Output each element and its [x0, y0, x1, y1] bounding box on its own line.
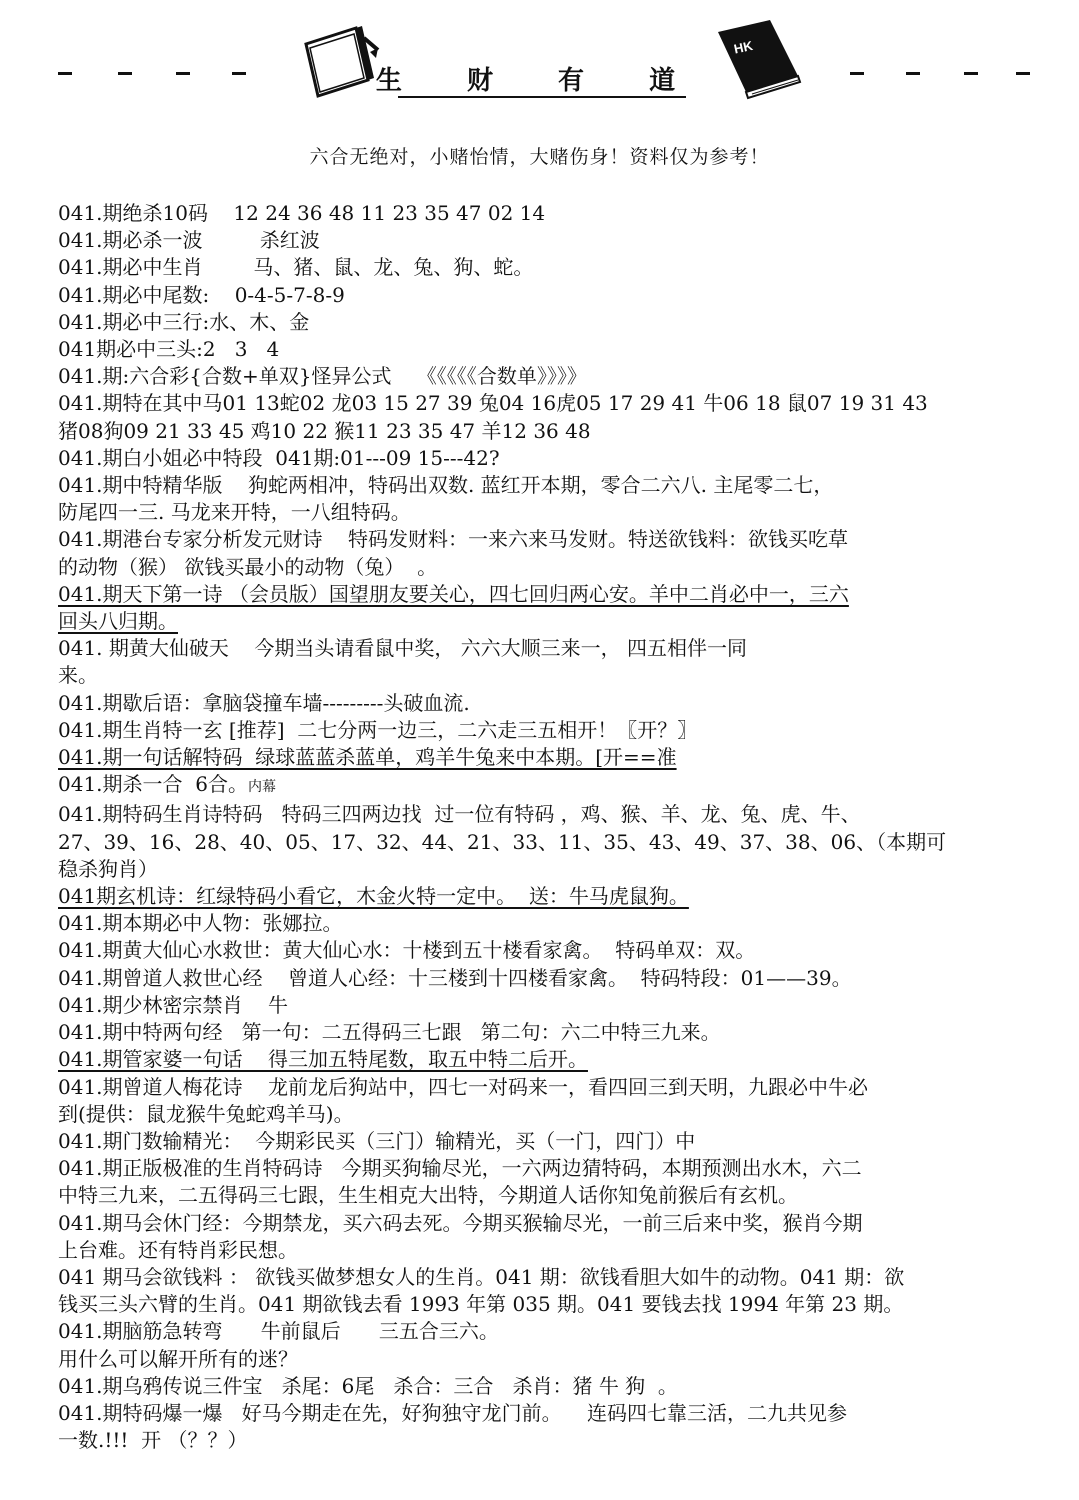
line-text: 041. 期黄大仙破天 今期当头请看鼠中奖， 六六大顺三来一， 四五相伴一同 — [58, 636, 748, 661]
text-line — [58, 554, 1048, 581]
text-line — [58, 1400, 1048, 1427]
line-text: 用什么可以解开所有的迷？ — [58, 1346, 298, 1371]
text-line — [58, 1346, 1048, 1373]
line-text: 的动物（猴） 欲钱买最小的动物（兔） 。 — [58, 554, 438, 579]
line-text: 防尾四一三. 马龙来开特，一八组特码。 — [58, 500, 411, 525]
line-text: 041期必中三头:2 3 4 — [58, 337, 280, 362]
text-line — [58, 910, 1048, 937]
line-text: 041.期必中尾数: 0-4-5-7-8-9 — [58, 282, 345, 307]
text-line — [58, 1046, 1048, 1073]
text-line — [58, 418, 1048, 445]
line-text: 041.期杀一合 6合。 — [58, 772, 248, 797]
line-text: 041.期脑筋急转弯 牛前鼠后 三五合三六。 — [58, 1319, 499, 1344]
text-line — [58, 883, 1048, 910]
text-line — [58, 254, 1048, 281]
text-line — [58, 499, 1048, 526]
line-text: 猪08狗09 21 33 45 鸡10 22 猴11 23 35 47 羊12 36 48 — [58, 418, 591, 443]
line-text: 041.期必杀一波 杀红波 — [58, 228, 320, 253]
prediction-list — [58, 200, 1048, 1454]
line-text: 041.期黄大仙心水救世：黄大仙心水：十楼到五十楼看家禽。 特码单双：双。 — [58, 938, 756, 963]
line-text: 041.期中特两句经 第一句：二五得码三七跟 第二句：六二中特三九来。 — [58, 1020, 721, 1045]
page-title: 生 财 有 道 — [375, 66, 704, 96]
disclaimer-notice: 六合无绝对，小赌怡情，大赌伤身！资料仅为参考！ — [309, 146, 770, 168]
line-text: 041.期特在其中马01 13蛇02 龙03 15 27 39 兔04 16虎05 17 29 41 牛06 18 鼠07 19 31 43 — [58, 391, 928, 416]
text-line — [58, 1237, 1048, 1264]
text-line — [58, 1101, 1048, 1128]
line-text: 041.期正版极准的生肖特码诗 今期买狗输尽光，一六两边猜特码，本期预测出水木，六二 — [58, 1156, 862, 1181]
text-line — [58, 200, 1048, 227]
line-text: 041.期必中生肖 马、猪、鼠、龙、兔、狗、蛇。 — [58, 255, 534, 280]
text-line — [58, 744, 1048, 771]
text-line — [58, 662, 1048, 689]
line-text: 041.期管家婆一句话 得三加五特尾数，取五中特二后开。 — [58, 1047, 588, 1072]
line-text: 041.期特码生肖诗特码 特码三四两边找 过一位有特码 ，鸡、猴、羊、龙、兔、虎、牛、 — [58, 802, 861, 827]
text-line — [58, 992, 1048, 1019]
text-line — [58, 309, 1048, 336]
line-text: 041.期曾道人救世心经 曾道人心经：十三楼到十四楼看家禽。 特码特段：01——39。 — [58, 965, 852, 990]
text-line — [58, 717, 1048, 744]
line-text: 041.期港台专家分析发元财诗 特码发财料：一来六来马发财。特送欲钱料：欲钱买吃草 — [58, 527, 848, 552]
line-text: 041.期乌鸦传说三件宝 杀尾：6尾 杀合：三合 杀肖：猪 牛 狗 。 — [58, 1373, 678, 1398]
line-text: 041.期白小姐必中特段 041期:01---09 15---42? — [58, 445, 500, 470]
line-text: 041.期门数输精光： 今期彩民买（三门）输精光，买（一门，四门）中 — [58, 1128, 696, 1153]
text-line — [58, 390, 1048, 417]
title-underline — [398, 96, 686, 98]
line-text: 上台难。还有特肖彩民想。 — [58, 1237, 298, 1262]
text-line — [58, 635, 1048, 662]
text-line — [58, 690, 1048, 717]
line-text: 回头八归期。 — [58, 609, 178, 634]
line-text: 来。 — [58, 663, 98, 688]
text-line — [58, 1128, 1048, 1155]
text-line — [58, 937, 1048, 964]
line-text: 041.期本期必中人物：张娜拉。 — [58, 911, 343, 936]
line-text: 一数.!!! 开 （？？） — [58, 1428, 248, 1453]
text-line — [58, 801, 1048, 828]
line-text: 041.期生肖特一玄 [推荐] 二七分两一边三，二六走三五相开！〖开？〗 — [58, 717, 698, 742]
text-line — [58, 1427, 1048, 1454]
text-line — [58, 282, 1048, 309]
text-line — [58, 965, 1048, 992]
text-line — [58, 1210, 1048, 1237]
line-text: 041.期曾道人梅花诗 龙前龙后狗站中，四七一对码来一，看四回三到天明，九跟必中牛必 — [58, 1074, 868, 1099]
text-line — [58, 829, 1048, 856]
line-text: 041 期马会欲钱料 ： 欲钱买做梦想女人的生肖。041 期：欲钱看胆大如牛的动物。041 期：欲 — [58, 1264, 905, 1289]
line-text: 稳杀狗肖） — [58, 856, 158, 881]
text-line — [58, 363, 1048, 390]
text-line — [58, 472, 1048, 499]
text-line — [58, 1264, 1048, 1291]
text-line — [58, 856, 1048, 883]
text-line — [58, 336, 1048, 363]
text-line — [58, 1373, 1048, 1400]
line-text: 041.期少林密宗禁肖 牛 — [58, 992, 288, 1017]
line-text: 27、39、16、28、40、05、17、32、44、21、33、11、35、43、49、37、38、06、（本期可 — [58, 829, 947, 854]
line-text: 041.期中特精华版 狗蛇两相冲，特码出双数. 蓝红开本期，零合二六八. 主尾零二七， — [58, 473, 834, 498]
text-line — [58, 1291, 1048, 1318]
line-note: 内幕 — [247, 779, 276, 796]
book-label: HK — [732, 37, 755, 57]
line-text: 041.期必中三行:水、木、金 — [58, 309, 310, 334]
text-line — [58, 608, 1048, 635]
text-line — [58, 771, 1048, 801]
text-line — [58, 1318, 1048, 1345]
line-text: 041.期马会休门经：今期禁龙，买六码去死。今期买猴输尽光，一前三后来中奖，猴肖今期 — [58, 1210, 863, 1235]
text-line — [58, 526, 1048, 553]
text-line — [58, 445, 1048, 472]
line-text: 041.期天下第一诗 （会员版）国望朋友要关心，四七回归两心安。羊中二肖必中一，三六 — [58, 581, 849, 606]
line-text: 钱买三头六臂的生肖。041 期欲钱去看 1993 年第 035 期。041 要钱去找 1994 年第 23 期。 — [58, 1292, 904, 1317]
line-text: 041.期特码爆一爆 好马今期走在先，好狗独守龙门前。 连码四七靠三活，二九共见参 — [58, 1400, 848, 1425]
line-text: 到(提供：鼠龙猴牛兔蛇鸡羊马)。 — [58, 1101, 354, 1126]
text-line — [58, 227, 1048, 254]
line-text: 041.期绝杀10码 12 24 36 48 11 23 35 47 02 14 — [58, 201, 546, 225]
text-line — [58, 1074, 1048, 1101]
line-text: 041.期歇后语：拿脑袋撞车墙---------头破血流. — [58, 690, 470, 715]
text-line — [58, 1182, 1048, 1209]
text-line — [58, 1019, 1048, 1046]
line-text: 041期玄机诗：红绿特码小看它，木金火特一定中。 送：牛马虎鼠狗。 — [58, 884, 689, 909]
page-header — [0, 0, 1079, 120]
line-text: 041.期一句话解特码 绿球蓝蓝杀蓝单，鸡羊牛兔来中本期。[开==准 — [58, 745, 677, 770]
text-line — [58, 581, 1048, 608]
line-text: 041.期:六合彩{合数+单双}怪异公式 《《《《《合数单》》》》 — [58, 364, 587, 389]
text-line — [58, 1155, 1048, 1182]
line-text: 中特三九来，二五得码三七跟，生生相克大出特，今期道人话你知兔前猴后有玄机。 — [58, 1183, 798, 1208]
